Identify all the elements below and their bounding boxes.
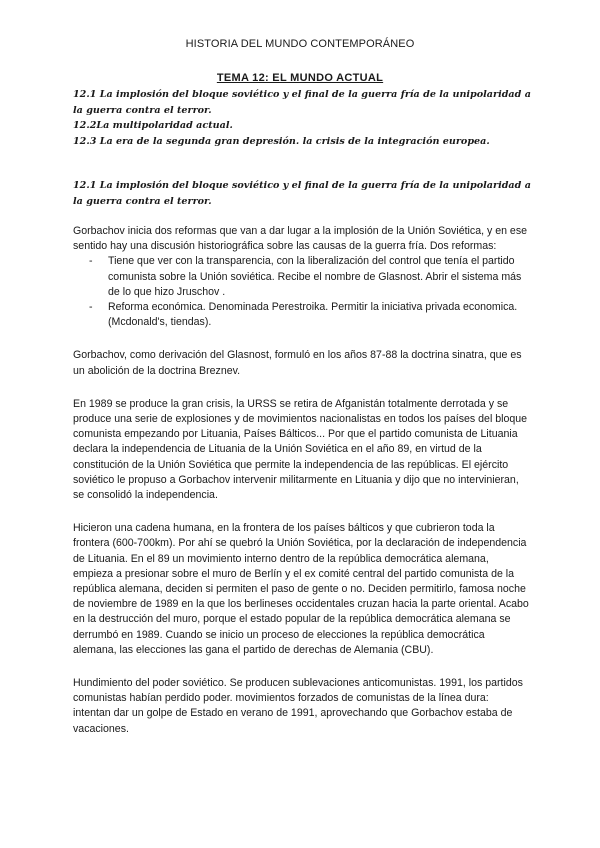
paragraph-soviet-collapse: Hundimiento del poder soviético. Se producen sublevaciones anticomunistas. 1991, los partidos comunistas habían perdido poder. movimientos forzados de comunistas de la línea dura: intentan dar un golpe de Estado en verano de 1991, aprovechando que Gorbachov estaba de vacaciones. [73,677,523,735]
paragraph-intro: Gorbachov inicia dos reformas que van a dar lugar a la implosión de la Unión Soviética, y en ese sentido hay una discusión historiográfica sobre las causas de la guerra fría. Dos reformas: [73,225,528,253]
list-item-text: Tiene que ver con la transparencia, con la liberalización del control que tenía el partido comunista sobre la Unión soviética. Recibe el nombre de Glasnost. Abrir el sistema más de lo que hizo Jruschov . [108,255,522,298]
toc-item: 12.2La multipolaridad actual. [73,120,233,131]
paragraph-human-chain: Hicieron una cadena humana, en la frontera de los países bálticos y que cubrieron toda la frontera (600-700km). Por ahí se quebró la Unión Soviética, por la declaración de independencia de Lituania. En el 89 un movimiento interno dentro de la república democrática alemana, empieza a presionar sobre el muro de Berlín y el ex comité central del partido comunista de la república alemana, deciden si permiten el paso de gente o no. Deciden permitirlo, famosa noche de noviembre de 1989 en la que los berlineses occidentales cruzan hacia la parte oriental. Acabo en la destrucción del muro, porque el estado popular de la república democrática alemana se derrumbó en 1989. Cuando se inicio un proceso de elecciones la república democrática alemana, las elecciones las gana el partido de derechas de Alemania (CBU). [73,522,529,656]
toc-item: 12.1 La implosión del bloque soviético y el final de la guerra fría de la unipolaridad a la guerra contra el terror. [73,89,531,116]
topic-title: TEMA 12: EL MUNDO ACTUAL [216,72,384,84]
list-dash: - [89,301,93,314]
list-dash: - [89,255,93,268]
course-title: HISTORIA DEL MUNDO CONTEMPORÁNEO [185,38,415,50]
list-item [89,300,529,330]
document-body [73,224,529,755]
reforms-list [73,254,529,330]
list-item-text: Reforma económica. Denominada Perestroika. Permitir la iniciativa privada economica. (Mcdonald's, tiendas). [108,301,518,329]
toc-item: 12.3 La era de la segunda gran depresión. la crisis de la integración europea. [73,135,490,147]
paragraph-glasnost: Gorbachov, como derivación del Glasnost, formuló en los años 87-88 la doctrina sinatra, que es un abolición de la doctrina Breznev. [73,349,522,377]
table-of-contents [73,87,533,149]
paragraph-1989-crisis: En 1989 se produce la gran crisis, la URSS se retira de Afganistán totalmente derrotada y se produce una serie de explosiones y de movimientos nacionalistas en todos los países del bloque comunista empezando por Lituania, Países Bálticos... Por que el partido comunista de Lituania declara la independencia de Lituania de la Unión Soviética en el año 89, en virtud de la constitución de la Unión Soviética que permite la independencia de las repúblicas. El ejército soviético le propuso a Gorbachov intervenir militarmente en Lituania y dijo que no intervinieran, se consolidó la independencia. [73,397,528,502]
section-heading: 12.1 La implosión del bloque soviético y el final de la guerra fría de la unipolaridad a la guerra contra el terror. [73,180,531,207]
list-item [89,254,529,300]
